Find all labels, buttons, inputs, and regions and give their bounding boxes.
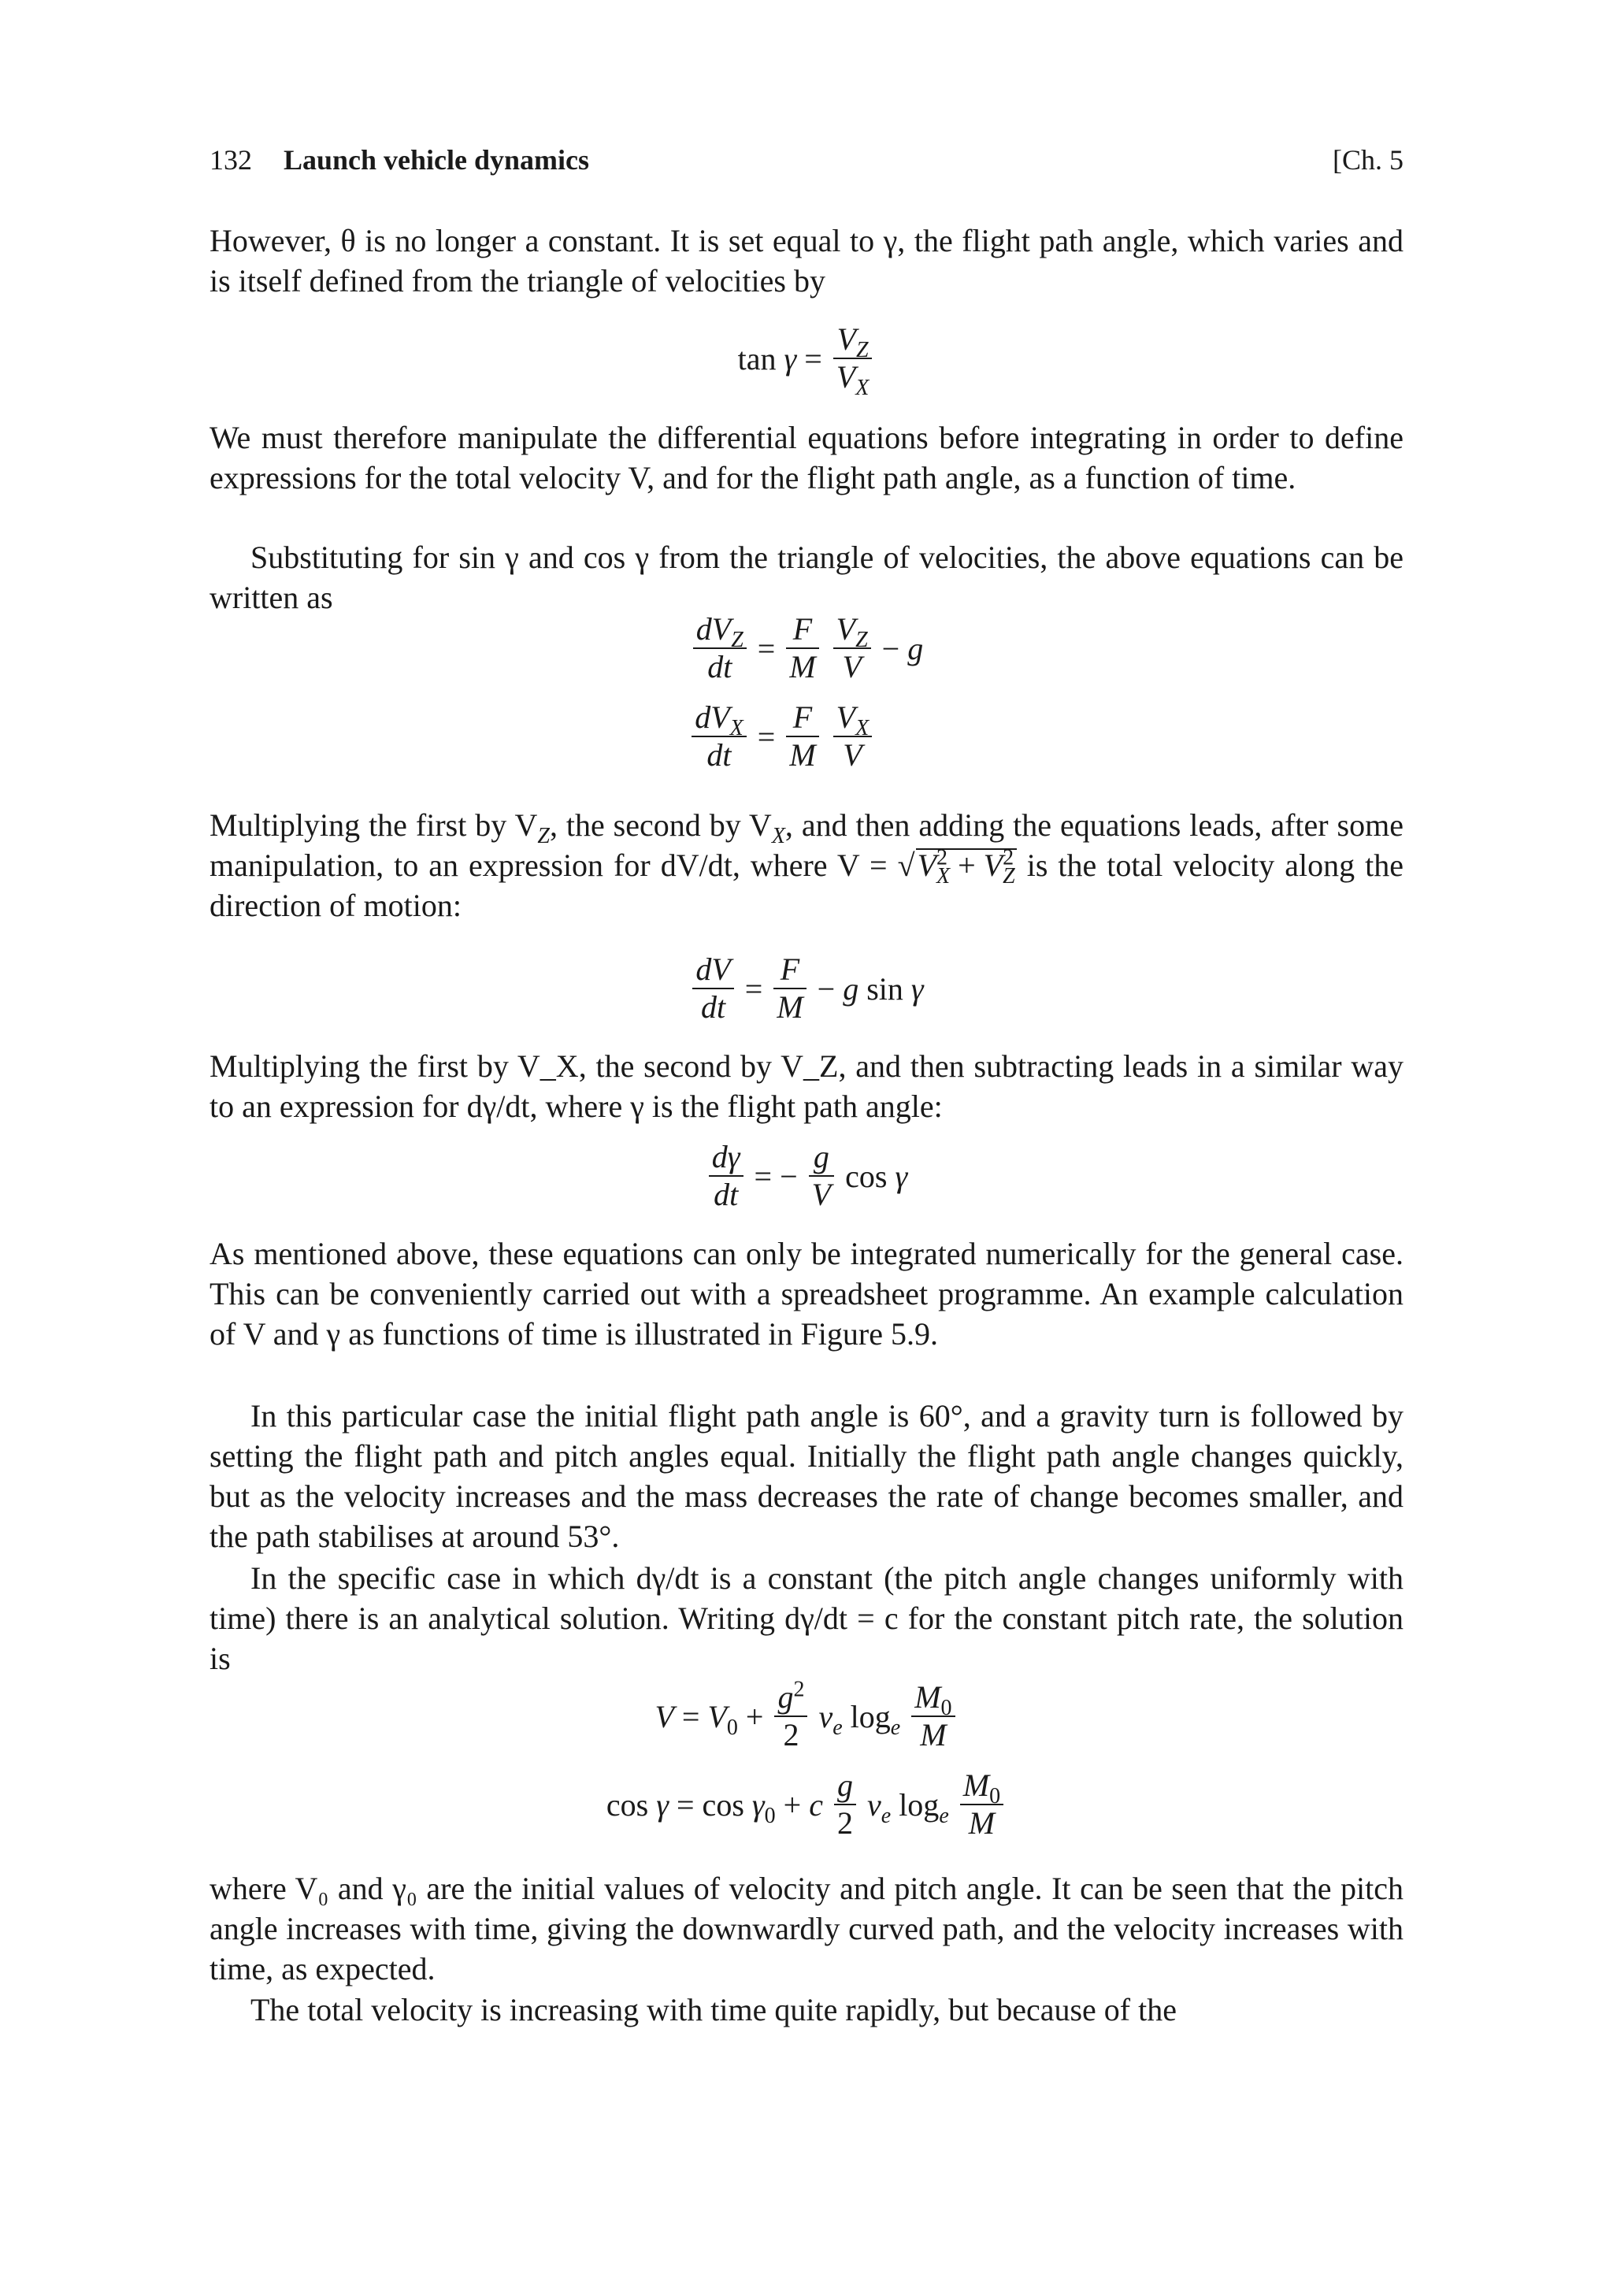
paragraph-9: where V₀ and γ₀ are the initial values of velocity and pitch angle. It can be seen that the pitch angle increases with time, giving the downwardly curved path, and the velocity increases with time, as expected. <box>210 1871 1403 1986</box>
running-header <box>210 140 1403 180</box>
paragraph-7: In this particular case the initial flight path angle is 60°, and a gravity turn is followed by setting the flight path and pitch angles equal. Initially the flight path angle changes quickly, but as the velocity increases and the mass decreases the rate of change becomes smaller, and the path stabilises at around 53°. <box>210 1398 1403 1554</box>
paragraph-10: The total velocity is increasing with time quite rapidly, but because of the <box>250 1992 1177 2027</box>
equation-analytical-solution: $V = V_0$ + $\frac{g^2}{2}$ $v_e$ $\log_e$ $\frac{M_0}{M}$ $\cos \gamma = \cos \gamma_0 + c$ $\frac{g}{2}$ $v_e$ $\log_e$ $\frac{M_0}{M}$ <box>210 1679 1403 1856</box>
equation-dv-dt: $\frac{dV}{dt}$ = $\frac{F}{M}$ − g sin γ <box>210 951 1403 1026</box>
paragraph-2: We must therefore manipulate the differential equations before integrating in order to define expressions for the total velocity V, and for the flight path angle, as a function of time. <box>210 420 1403 495</box>
chapter-label: [Ch. 5 <box>1333 144 1403 176</box>
equation-dgamma-dt: $\frac{d\gamma}{dt}$ = − $\frac{g}{V}$ cos γ <box>210 1139 1403 1213</box>
running-title: Launch vehicle dynamics <box>284 144 590 176</box>
paragraph-5: Multiplying the first by V_X, the second by V_Z, and then subtracting leads in a similar way to an expression for dγ/dt, where γ is the flight path angle: <box>210 1048 1403 1124</box>
paragraph-8: In the specific case in which dγ/dt is a constant (the pitch angle changes uniformly with time) there is an analytical solution. Writing dγ/dt = c for the constant pitch rate, the solution is <box>210 1560 1403 1676</box>
equation-tan-gamma: tan γ = $\frac{V_Z}{V_X}$ <box>210 321 1403 395</box>
paragraph-3: Substituting for sin γ and cos γ from the triangle of velocities, the above equations can be written as <box>210 540 1403 615</box>
paragraph-4: Multiplying the first by $V_Z$, the second by $V_X$, and then adding the equations leads, after some manipulation, to an expression for dV/dt, where $V = √V^2_X + V^2_Z$ is the total velocity along the direction of motion: <box>210 807 1403 923</box>
page-number: 132 <box>210 144 252 176</box>
paragraph-6: As mentioned above, these equations can only be integrated numerically for the general case. This can be conveniently carried out with a spreadsheet programme. An example calculation of V and γ as functions of time is illustrated in Figure 5.9. <box>210 1236 1403 1352</box>
paragraph-1: However, θ is no longer a constant. It is set equal to γ, the flight path angle, which varies and is itself defined from the triangle of velocities by <box>210 223 1403 299</box>
equation-dvz-dvx: $\frac{dV_Z}{dt}$ = $\frac{F}{M}$ $\frac{V_Z}{V}$ − g $\frac{dV_X}{dt}$ = $\frac{F}{M}$ $\frac{V_X}{V}$ <box>210 611 1403 788</box>
